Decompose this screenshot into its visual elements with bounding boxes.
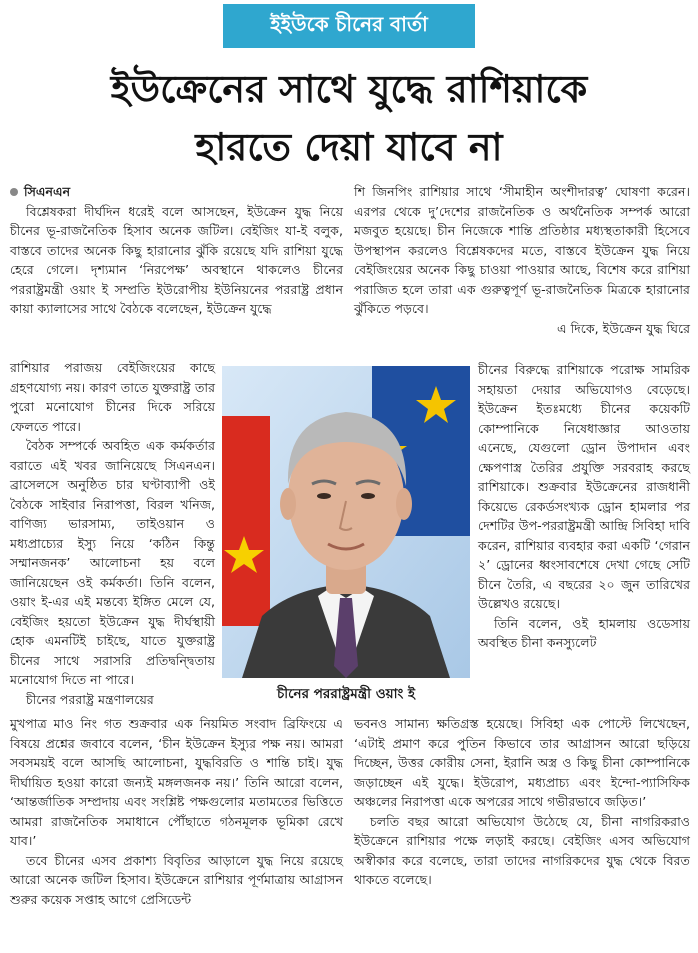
article-left-narrow	[10, 358, 215, 707]
article-paragraph: তিনি বলেন, ওই হামলায় ওডেসায় অবস্থিত চীনা কনস্যুলেট	[478, 615, 690, 650]
article-paragraph: ভবনও সামান্য ক্ষতিগ্রস্ত হয়েছে। সিবিহা এক পোস্টে লিখেছেন, ‘এটাই প্রমাণ করে পুতিন কিভাবে তার আগ্রাসন আরো ছড়িয়ে দিচ্ছেন, উত্তর কোরীয় সেনা, ইরানি অস্ত্র ও কিছু চীনা কোম্পানিকে জড়াচ্ছেন এই যুদ্ধে। ইউরোপ, মধ্যপ্রাচ্য এবং ইন্দো-প্যাসিফিক অঞ্চলের নিরাপত্তা একে অপরের সাথে গভীরভাবে জড়িত।’	[354, 716, 690, 809]
article-paragraph: চীনের পররাষ্ট্র মন্ত্রণালয়ের	[26, 691, 154, 707]
portrait-illustration	[222, 366, 470, 678]
headline-line-2: হারতে দেয়া যাবে না	[195, 125, 503, 169]
article-paragraph: মুখপাত্র মাও নিং গত শুক্রবার এক নিয়মিত সংবাদ ব্রিফিংয়ে এ বিষয়ে প্রশ্নের জবাবে বলেন, ‘চীন ইউক্রেন ইস্যুর পক্ষ নয়। আমরা সবসময়ই বলে আসছি আলোচনা, যুদ্ধবিরতি ও শান্তি চাই। যুদ্ধ দীর্ঘায়িত হওয়া কারো জন্যই মঙ্গলজনক নয়।’ তিনি আরো বলেন, ‘আন্তর্জাতিক সম্প্রদায় এবং সংশ্লিষ্ট পক্ষগুলোর মতামতের ভিত্তিতে আমরা রাজনৈতিক সমাধানে পৌঁছাতে গঠনমূলক ভূমিকা রেখে যাব।’	[10, 716, 343, 848]
headline	[6, 60, 692, 176]
article-paragraph: চীনের বিরুদ্ধে রাশিয়াকে পরোক্ষ সামরিক সহায়তা দেয়ার অভিযোগও বেড়েছে। ইউক্রেন ইতঃমধ্যে চীনের কয়েকটি কোম্পানিকে নিষেধাজ্ঞার আওতায় এনেছে, যেগুলো ড্রোন উপাদান এবং ক্ষেপণাস্ত্র তৈরির প্রযুক্তি সরবরাহ করছে রাশিয়াকে। শুক্রবার ইউক্রেনের রাজধানী কিয়েভে রেকর্ডসংখ্যক ড্রোন হামলার পর দেশটির উপ-পররাষ্ট্রমন্ত্রী আন্দ্রি সিবিহা দাবি করেন, রাশিয়ার ব্যবহার করা একটি ‘গেরান ২’ ড্রোনের ধ্বংসাবশেষে দেখা গেছে সেটি চীনে তৈরি, এ বছরের ২০ জুন তারিখের উল্লেখও রয়েছে।	[478, 362, 690, 611]
article-left-top	[10, 182, 343, 360]
headline-line-1: ইউক্রেনের সাথে যুদ্ধে রাশিয়াকে	[110, 67, 588, 111]
article-paragraph: রাশিয়ার পরাজয় বেইজিংয়ের কাছে গ্রহণযোগ্য নয়। কারণ তাতে যুক্তরাষ্ট্র তার পুরো মনোযোগ চীনের দিকে সরিয়ে ফেলতে পারে।	[10, 360, 215, 434]
article-paragraph: চলতি বছর আরো অভিযোগ উঠেছে যে, চীনা নাগরিকরাও ইউক্রেনে রাশিয়ার পক্ষে লড়াই করছে। বেইজিং এসব অভিযোগ অস্বীকার করে বলেছে, তারা তাদের নাগরিকদের যুদ্ধ থেকে বিরত থাকতে বলেছে।	[354, 813, 690, 887]
article-right-top	[354, 182, 690, 360]
section-kicker-wrap	[0, 4, 698, 48]
article-paragraph: শি জিনপিং রাশিয়ার সাথে ‘সীমাহীন অংশীদারত্ব’ ঘোষণা করেন। এরপর থেকে দু’দেশের রাজনৈতিক ও অর্থনৈতিক সম্পর্ক আরো মজবুত হয়েছে। চীন নিজেকে শান্তি প্রতিষ্ঠার মধ্যস্থতাকারী হিসেবে উপস্থাপন করলেও বিশ্লেষকদের মতে, বাস্তবে ইউক্রেন যুদ্ধ নিয়ে বেইজিংয়ের অনেক কিছু চাওয়া পাওয়ার আছে, বিশেষ করে রাশিয়া পরাজিত হলে তারা এক গুরুত্বপূর্ণ ভূ-রাজনৈতিক মিত্রকে হারানোর ঝুঁকিতে পড়বে।	[354, 184, 690, 316]
article-paragraph: বিশ্লেষকরা দীর্ঘদিন ধরেই বলে আসছেন, ইউক্রেন যুদ্ধ নিয়ে চীনের ভূ-রাজনৈতিক হিসাব অনেক জটিল। বেইজিং যা-ই বলুক, বাস্তবে তাদের অনেক কিছু হারানোর ঝুঁকি রয়েছে যদি রাশিয়া যুদ্ধে হেরে গেলে। দৃশ্যমান ‘নিরপেক্ষ’ অবস্থানে থাকলেও চীনের পররাষ্ট্রমন্ত্রী ওয়াং ই সম্প্রতি ইউরোপীয় ইউনিয়নের পররাষ্ট্র প্রধান কায়া ক্যালাসের সাথে বৈঠকে বলেছেন, ইউক্রেন যুদ্ধে	[10, 203, 343, 316]
byline-text: সিএনএন	[24, 184, 71, 199]
article-left-bottom	[10, 714, 343, 948]
article-paragraph: বৈঠক সম্পর্কে অবহিত এক কর্মকর্তার বরাতে এই খবর জানিয়েছে সিএনএন। ব্রাসেলসে অনুষ্ঠিত চার ঘণ্টাব্যাপী ওই বৈঠকে সাইবার নিরাপত্তা, বিরল খনিজ, বাণিজ্য ভারসাম্য, তাইওয়ান ও মধ্যপ্রাচ্যের ইস্যু নিয়ে ‘কঠিন কিন্তু সম্মানজনক’ আলোচনা হয় বলে জানিয়েছেন ওই কর্মকর্তা। তিনি বলেন, ওয়াং ই-এর এই মন্তব্যে ইঙ্গিত মেলে যে, বেইজিং হয়তো ইউক্রেন যুদ্ধ দীর্ঘস্থায়ী হোক এমনটিই চাইছে, যাতে যুক্তরাষ্ট্র চীনের সাথে সরাসরি প্রতিদ্বন্দ্বিতায় মনোযোগ দিতে না পারে।	[10, 438, 215, 687]
byline-bullet-icon	[10, 188, 18, 196]
article-right-narrow	[478, 360, 690, 714]
article-paragraph: এ দিকে, ইউক্রেন যুদ্ধ ঘিরে	[556, 320, 690, 336]
china-flag-icon	[222, 416, 270, 626]
byline	[10, 182, 343, 202]
photo-caption: চীনের পররাষ্ট্রমন্ত্রী ওয়াং ই	[276, 686, 416, 702]
section-kicker: ইইউকে চীনের বার্তা	[223, 4, 475, 48]
article-paragraph: তবে চীনের এসব প্রকাশ্য বিবৃতির আড়ালে যুদ্ধ নিয়ে রয়েছে আরো অনেক জটিল হিসাব। ইউক্রেনে রাশিয়ার পূর্ণমাত্রায় আগ্রাসন শুরুর কয়েক সপ্তাহ আগে প্রেসিডেন্ট	[10, 852, 343, 907]
portrait-photo	[222, 366, 470, 678]
article-right-bottom	[354, 714, 690, 948]
